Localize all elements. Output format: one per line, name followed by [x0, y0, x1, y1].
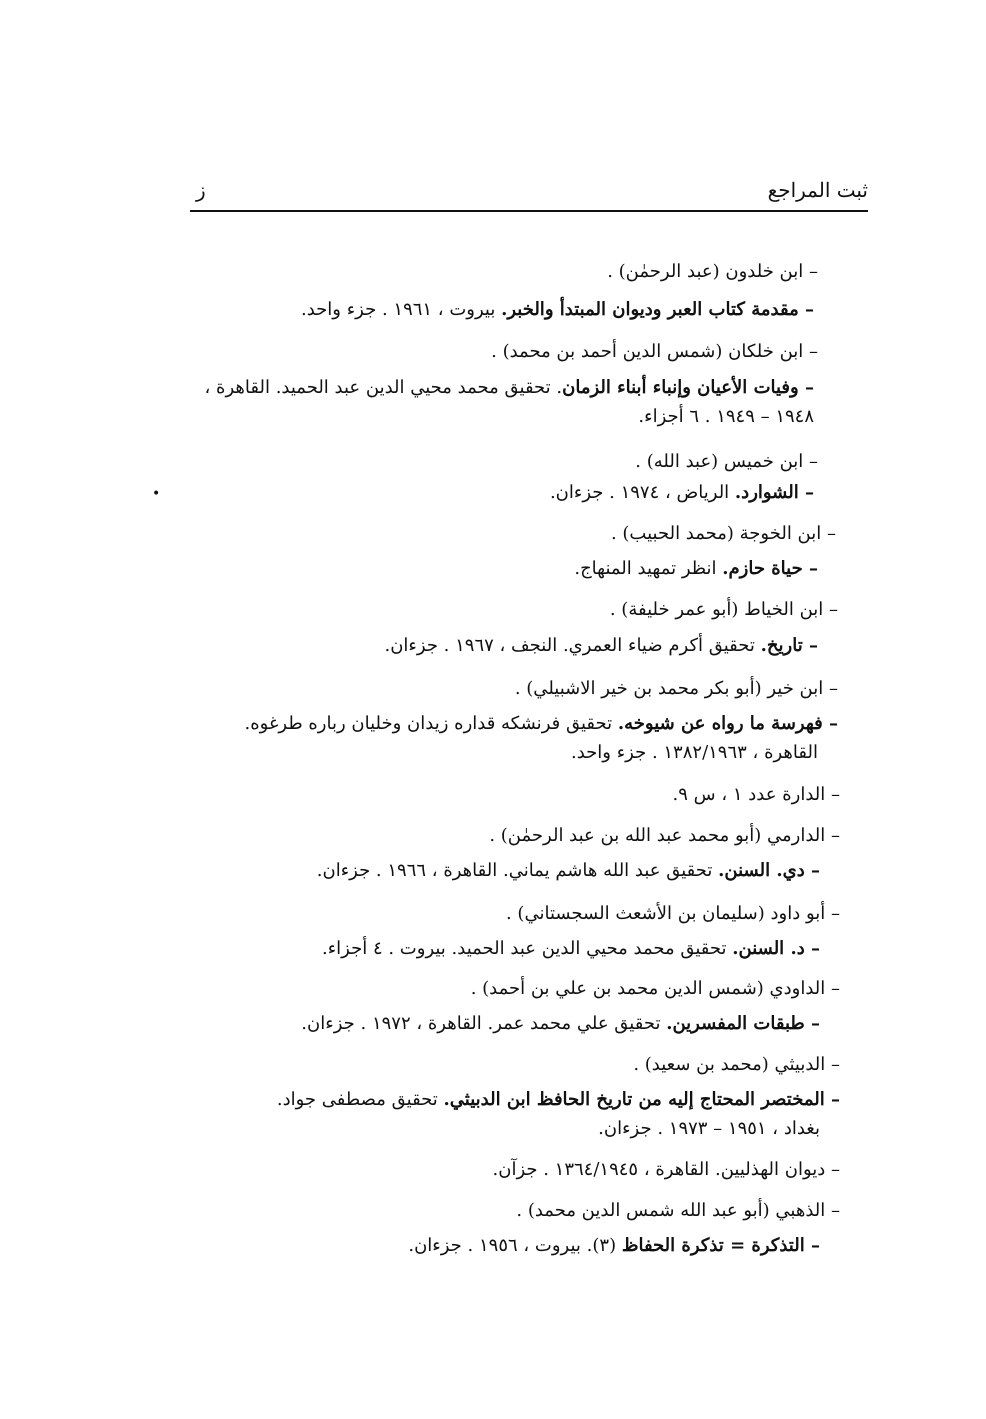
- entry-work: – فهرسة ما رواه عن شيوخه. تحقيق فرنشكه قداره زيدان وخليان رباره طرغوه.: [244, 713, 838, 734]
- entry-work: – الشوارد. الرياض ، ١٩٧٤ . جزءان.: [549, 482, 814, 503]
- entry-author: – الداودي (شمس الدين محمد بن علي بن أحمد) .: [470, 978, 840, 999]
- entry-author: – الدارمي (أبو محمد عبد الله بن عبد الرحمٰن) .: [489, 825, 840, 846]
- entry-author: – ابن الخياط (أبو عمر خليفة) .: [609, 599, 838, 620]
- entry-author: – ابن خير (أبو بكر محمد بن خير الاشبيلي) .: [514, 678, 838, 699]
- entry-work: – طبقات المفسرين. تحقيق علي محمد عمر. القاهرة ، ١٩٧٢ . جزءان.: [301, 1013, 820, 1034]
- entry-work: – وفيات الأعيان وإنباء أبناء الزمان. تحقيق محمد محيي الدين عبد الحميد. القاهرة ،: [204, 377, 814, 398]
- page-title: ثبت المراجع: [767, 178, 868, 202]
- entry-work: – المختصر المحتاج إليه من تاريخ الحافظ ابن الدبيثي. تحقيق مصطفى جواد.: [276, 1089, 840, 1110]
- entry-work: – التذكرة = تذكرة الحفاظ (٣). بيروت ، ١٩٥٦ . جزءان.: [408, 1235, 820, 1256]
- entry-continuation: ١٩٤٨ – ١٩٤٩ . ٦ أجزاء.: [638, 406, 814, 427]
- entry-author: – أبو داود (سليمان بن الأشعث السجستاني) .: [505, 903, 840, 924]
- entry-author: – ابن خلدون (عبد الرحمٰن) .: [607, 261, 818, 282]
- entry-author: – الدارة عدد ١ ، س ٩.: [672, 784, 840, 805]
- entry-author: – ابن خميس (عبد الله) .: [635, 451, 818, 472]
- entry-work: – مقدمة كتاب العبر وديوان المبتدأ والخبر. بيروت ، ١٩٦١ . جزء واحد.: [301, 299, 814, 320]
- entry-author: – الدبيثي (محمد بن سعيد) .: [633, 1054, 840, 1075]
- entry-author: – ديوان الهذليين. القاهرة ، ١٣٦٤/١٩٤٥ . جزآن.: [492, 1159, 840, 1180]
- entry-work: – د. السنن. تحقيق محمد محيي الدين عبد الحميد. بيروت . ٤ أجزاء.: [322, 938, 820, 959]
- entry-work: – حياة حازم. انظر تمهيد المنهاج.: [574, 558, 818, 579]
- margin-dot: •: [152, 486, 161, 502]
- entry-author: – ابن خلكان (شمس الدين أحمد بن محمد) .: [491, 341, 818, 362]
- page-number: ز: [196, 178, 206, 202]
- entry-continuation: بغداد ، ١٩٥١ – ١٩٧٣ . جزءان.: [598, 1118, 820, 1139]
- entry-continuation: القاهرة ، ١٣٨٢/١٩٦٣ . جزء واحد.: [570, 742, 818, 763]
- entry-work: – دي. السنن. تحقيق عبد الله هاشم يماني. القاهرة ، ١٩٦٦ . جزءان.: [316, 860, 820, 881]
- entry-author: – الذهبي (أبو عبد الله شمس الدين محمد) .: [516, 1200, 840, 1221]
- entry-work: – تاريخ. تحقيق أكرم ضياء العمري. النجف ، ١٩٦٧ . جزءان.: [384, 635, 818, 656]
- entry-author: – ابن الخوجة (محمد الحبيب) .: [610, 523, 836, 544]
- page-header: [190, 170, 868, 212]
